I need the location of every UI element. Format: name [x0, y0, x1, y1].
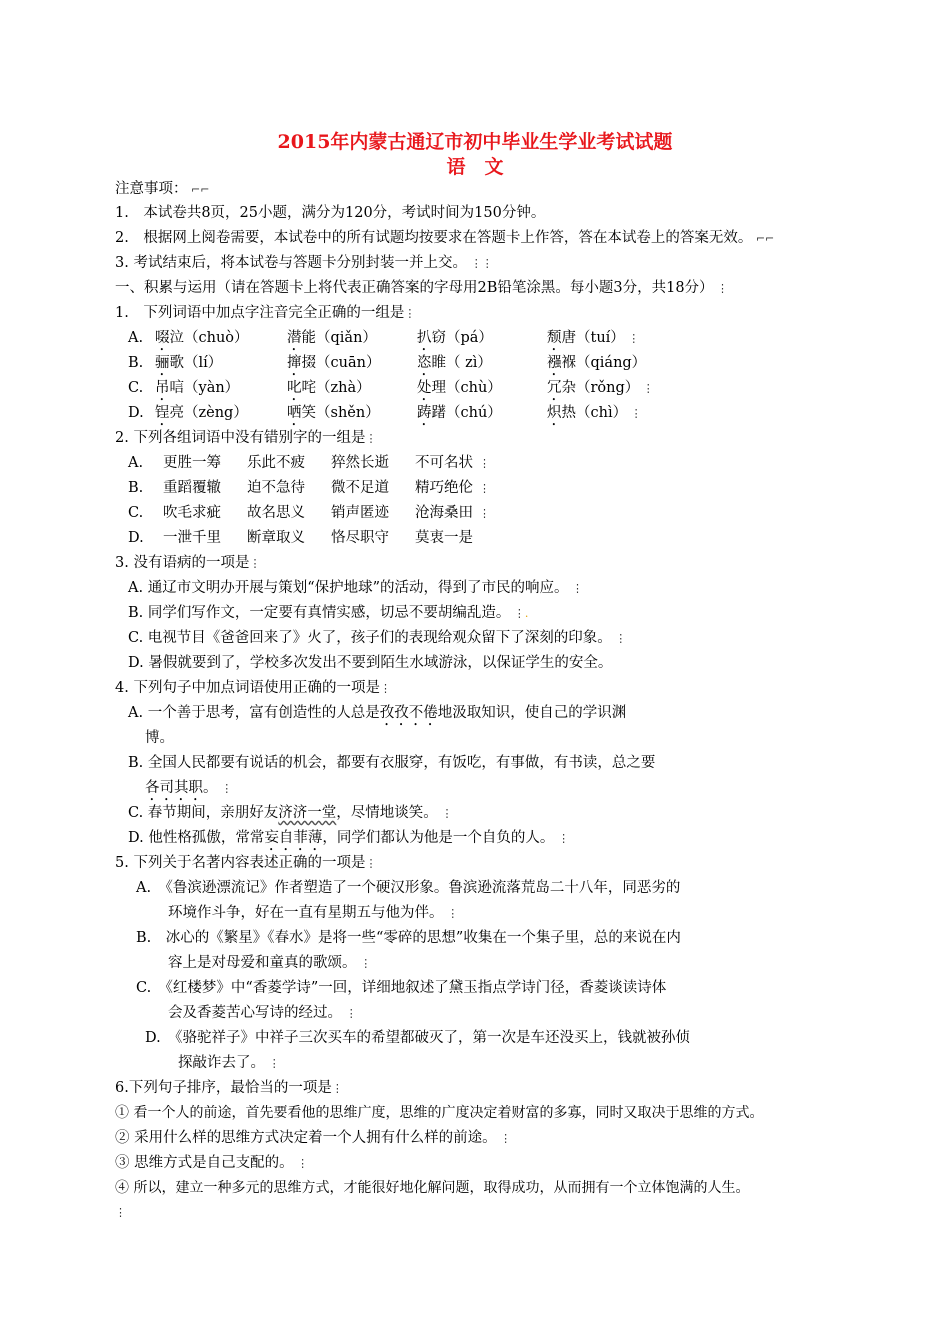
q5-option-d: D. 《骆驼祥子》中祥子三次买车的希望都破灭了，第一次是车还没买上，钱就被孙侦 [145, 1030, 690, 1046]
notice-item-2: 2. 根据网上阅卷需要，本试卷中的所有试题均按要求在答题卡上作答，答在本试卷上的答案无效。 ⌐⌐ [115, 230, 775, 246]
exam-title: 2015年内蒙古通辽市初中毕业生学业考试试题 [277, 131, 673, 153]
q5-option-b: B. 冰心的《繁星》《春水》是将一些“零碎的思想”收集在一个集子里，总的来说在内 [136, 930, 681, 946]
q1-option-label: B. [128, 355, 144, 371]
q1-option-item: 叱咤（zhà） [287, 380, 371, 396]
q1-option-item: 扒窃（pá） [417, 330, 493, 346]
q2-word: 更胜一筹 [163, 455, 221, 471]
margin-mark: ⋮ [115, 1206, 126, 1219]
dotted-char: 炽 [547, 405, 562, 421]
q3-option-a: A. 通辽市文明办开展与策划“保护地球”的活动，得到了市民的响应。 ⋮ [128, 580, 584, 596]
q1-option-item: 啜泣（chuò） [155, 330, 249, 346]
q5-stem: 5. 下列关于名著内容表述正确的一项是⋮ [115, 855, 377, 871]
q6-sentence-2: ② 采用什么样的思维方式决定着一个人拥有什么样的前途。 ⋮ [115, 1130, 512, 1146]
dotted-char: 叱 [287, 380, 302, 396]
q2-word: 断章取义 [247, 530, 305, 546]
dotted-char: 襁 [547, 355, 562, 371]
q5-option-b-cont: 容上是对母爱和童真的歌颂。 ⋮ [168, 955, 372, 971]
q2-word: 销声匿迹 [331, 505, 389, 521]
q4-option-c: C. 春节期间，亲朋好友济济一堂，尽情地谈笑。 ⋮ [128, 805, 453, 821]
q6-sentence-1: ① 看一个人的前途，首先要看他的思维广度，思维的广度决定着财富的多寡，同时又取决于思维的方式。 [115, 1105, 764, 1121]
dotted-char: 扒 [417, 330, 432, 346]
q3-option-d: D. 暑假就要到了，学校多次发出不要到陌生水域游泳，以保证学生的安全。 [128, 655, 613, 671]
q5-option-c: C. 《红楼梦》中“香菱学诗”一回，详细地叙述了黛玉指点学诗门径，香菱谈读诗体 [136, 980, 667, 996]
q4-b-dotted-word: 各司其职 [145, 780, 203, 796]
dotted-char: 锃 [155, 405, 170, 421]
q4-c-marked-word: 济济一堂 [278, 805, 337, 821]
q1-option-item: 吊唁（yàn） [155, 380, 240, 396]
q1-option-item: 颓唐（tuí） ⋮ [547, 330, 640, 346]
q1-option-label: C. [128, 380, 144, 396]
q4-stem: 4. 下列句子中加点词语使用正确的一项是⋮ [115, 680, 391, 696]
q2-word: 故名思义 [247, 505, 305, 521]
q2-option: D. 一泄千里 断章取义 恪尽职守 莫衷一是 [128, 528, 499, 548]
dotted-char: 处 [417, 380, 432, 396]
q3-option-c: C. 电视节目《爸爸回来了》火了，孩子们的表现给观众留下了深刻的印象。 ⋮ [128, 630, 627, 646]
q5-option-c-cont: 会及香菱苦心写诗的经过。 ⋮ [168, 1005, 357, 1021]
q3-stem: 3. 没有语病的一项是⋮ [115, 555, 261, 571]
q1-option-label: A. [128, 330, 144, 346]
q2-option: B. 重蹈覆辙 迫不急待 微不足道 精巧绝伦 ⋮ [128, 478, 490, 499]
q2-word: 猝然长逝 [331, 455, 389, 471]
q6-sentence-3: ③ 思维方式是自己支配的。 ⋮ [115, 1155, 309, 1171]
dotted-char: 踌 [417, 405, 432, 421]
q1-option-label: D. [128, 405, 144, 421]
q5-option-a: A. 《鲁滨逊漂流记》作者塑造了一个硬汉形象。鲁滨逊流落荒岛二十八年，同恶劣的 [136, 880, 681, 896]
dotted-char: 潜 [287, 330, 302, 346]
notice-item-3: 3. 考试结束后，将本试卷与答题卡分别封装一并上交。 ⋮⋮ [115, 255, 493, 271]
dotted-char: 骊 [155, 355, 170, 371]
q4-a-dotted-word: 孜孜不倦 [379, 705, 438, 721]
q4-option-d: D. 他性格孤傲，常常妄自菲薄，同学们都认为他是一个自负的人。 ⋮ [128, 830, 570, 846]
q3-option-b: B. 同学们写作文，一定要有真情实感，切忌不要胡编乱造。 ⋮. [128, 605, 529, 621]
q1-option-item: 潜能（qiǎn） [287, 330, 377, 346]
q6-sentence-4: ④ 所以，建立一种多元的思维方式，才能很好地化解问题，取得成功，从而拥有一个立体饱满的人生。 [115, 1180, 750, 1196]
q2-word: 吹毛求疵 [163, 505, 221, 521]
q1-option-item: 踌躇（chú） [417, 405, 502, 421]
q2-option: C. 吹毛求疵 故名思义 销声匿迹 沧海桑田 ⋮ [128, 503, 490, 524]
q4-option-a-cont: 博。 [145, 730, 174, 746]
q1-option-item: 处理（chù） [417, 380, 502, 396]
q1-option-item: 襁褓（qiáng） [547, 355, 647, 371]
q1-option-item: 冗杂（rǒng） ⋮ [547, 380, 654, 396]
dotted-char: 颓 [547, 330, 562, 346]
q2-word: 一泄千里 [163, 530, 221, 546]
exam-subject: 语 文 [446, 156, 504, 178]
q2-word: 迫不急待 [247, 480, 305, 496]
q1-option-item: 炽热（chì） ⋮ [547, 405, 642, 421]
notice-heading: 注意事项： ⌐⌐ [115, 181, 210, 197]
q4-option-b: B. 全国人民都要有说话的机会，都要有衣服穿，有饭吃，有事做，有书读，总之要 [128, 755, 656, 771]
q4-d-dotted-word: 妄自菲薄 [264, 830, 323, 846]
q2-word: 莫衷一是 [415, 530, 473, 546]
q1-option-item: 恣睢（ zì） [417, 355, 492, 371]
dotted-char: 哂 [287, 405, 302, 421]
q4-option-b-cont: 各司其职。 ⋮ [145, 780, 233, 796]
q5-option-d-cont: 探敲诈去了。 ⋮ [178, 1055, 280, 1071]
dotted-char: 吊 [155, 380, 170, 396]
q2-word: 精巧绝伦 [415, 480, 473, 496]
q4-option-a: A. 一个善于思考，富有创造性的人总是孜孜不倦地汲取知识，使自己的学识渊 [128, 705, 627, 721]
q6-stem: 6.下列句子排序，最恰当的一项是⋮ [115, 1080, 343, 1096]
q2-word: 沧海桑田 [415, 505, 473, 521]
q1-option-item: 哂笑（shěn） [287, 405, 380, 421]
q1-option-item: 骊歌（lí） [155, 355, 223, 371]
notice-item-1: 1. 本试卷共8页，25小题，满分为120分，考试时间为150分钟。 [115, 205, 546, 221]
q1-option-item: 撺掇（cuān） [287, 355, 381, 371]
dotted-char: 啜 [155, 330, 170, 346]
q5-option-a-cont: 环境作斗争，好在一直有星期五与他为伴。 ⋮ [168, 905, 459, 921]
q2-word: 微不足道 [331, 480, 389, 496]
q1-option-item: 锃亮（zèng） [155, 405, 248, 421]
q1-stem: 1. 下列词语中加点字注音完全正确的一组是⋮ [115, 305, 416, 321]
q2-word: 不可名状 [415, 455, 473, 471]
q2-word: 重蹈覆辙 [163, 480, 221, 496]
q2-option: A. 更胜一筹 乐此不疲 猝然长逝 不可名状 ⋮ [128, 453, 490, 474]
dotted-char: 撺 [287, 355, 302, 371]
dotted-char: 恣 [417, 355, 432, 371]
q2-word: 乐此不疲 [247, 455, 305, 471]
q2-stem: 2. 下列各组词语中没有错别字的一组是⋮ [115, 430, 377, 446]
section-1-heading: 一、积累与运用（请在答题卡上将代表正确答案的字母用2B铅笔涂黑。每小题3分，共18分） ⋮ [115, 280, 729, 296]
dotted-char: 冗 [547, 380, 562, 396]
q2-word: 恪尽职守 [331, 530, 389, 546]
